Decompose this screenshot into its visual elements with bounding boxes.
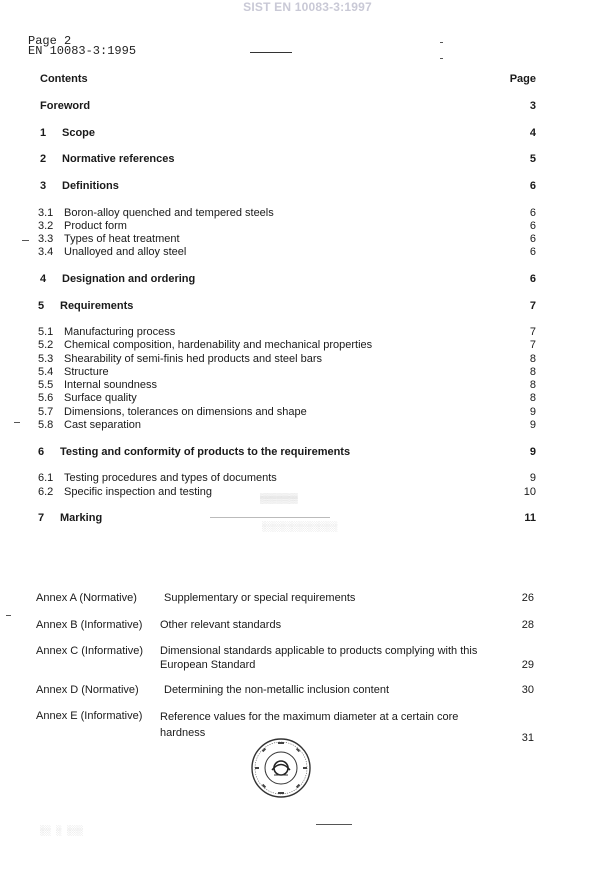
toc-number: 5.2: [38, 339, 54, 351]
toc-page: 7: [529, 300, 536, 312]
toc-page: 6: [529, 180, 536, 192]
page-number-header: Page 2: [28, 34, 72, 48]
toc-page: 9: [529, 419, 536, 431]
toc-title: Requirements: [60, 300, 134, 312]
toc-title: Structure: [64, 366, 109, 378]
toc-page: 8: [529, 392, 536, 404]
toc-title: Testing and conformity of products to the requirements: [60, 446, 351, 458]
annex-title: Dimensional standards applicable to products complying with this European Standard: [160, 645, 478, 671]
toc-row: [0, 272, 615, 286]
annex-label: Annex B (Informative): [36, 619, 143, 631]
toc-row: [0, 126, 615, 140]
toc-title: Testing procedures and types of documents: [64, 472, 277, 484]
toc-row: [0, 338, 615, 352]
toc-title: Boron-alloy quenched and tempered steels: [64, 207, 274, 219]
toc-page: 6: [529, 220, 536, 232]
toc-number: 2: [40, 153, 47, 165]
toc-number: 7: [38, 512, 45, 524]
toc-row: [0, 485, 615, 499]
toc-row: [0, 445, 615, 459]
toc-row: [0, 179, 615, 193]
toc-number: 5.1: [38, 326, 54, 338]
annex-page: 26: [521, 592, 534, 604]
toc-number: 6.2: [38, 486, 54, 498]
toc-row: [0, 378, 615, 392]
toc-title: Normative references: [62, 153, 175, 165]
toc-row: [0, 391, 615, 405]
toc-page: 8: [529, 353, 536, 365]
toc-row: [0, 206, 615, 220]
page-column-heading: Page: [509, 73, 536, 85]
toc-row: [0, 418, 615, 432]
toc-page: 6: [529, 273, 536, 285]
toc-number: 6: [38, 446, 45, 458]
toc-number: 5.6: [38, 392, 54, 404]
annex-label: Annex C (Informative): [36, 645, 143, 657]
toc-title: Manufacturing process: [64, 326, 176, 338]
toc-row: [0, 99, 615, 113]
contents-title: Contents: [40, 73, 88, 85]
toc-title: Types of heat treatment: [64, 233, 180, 245]
toc-row: [0, 325, 615, 339]
toc-page: 5: [529, 153, 536, 165]
toc-number: 3.2: [38, 220, 54, 232]
annex-label: Annex D (Normative): [36, 684, 139, 696]
toc-number: 5.4: [38, 366, 54, 378]
toc-page: 9: [529, 406, 536, 418]
toc-title: Scope: [62, 127, 96, 139]
scan-mark: [440, 42, 443, 43]
toc-title: Chemical composition, hardenability and mechanical properties: [64, 339, 373, 351]
toc-page: 6: [529, 246, 536, 258]
toc-number: 6.1: [38, 472, 54, 484]
toc-page: 9: [529, 472, 536, 484]
toc-title: Shearability of semi-finis hed products and steel bars: [64, 353, 323, 365]
annex-label: Annex A (Normative): [36, 592, 137, 604]
annex-page: 29: [521, 659, 534, 671]
toc-number: 3.4: [38, 246, 54, 258]
annex-label: Annex E (Informative): [36, 710, 143, 722]
toc-page: 7: [529, 326, 536, 338]
toc-row: [0, 471, 615, 485]
toc-number: 5.3: [38, 353, 54, 365]
contents-heading-row: [0, 72, 615, 86]
annex-title: Reference values for the maximum diameter at a certain core hardness: [160, 711, 459, 739]
toc-number: 3.3: [38, 233, 54, 245]
faint-imprint: ░░░░░░░░░░░░░░: [262, 522, 338, 532]
toc-number: 4: [40, 273, 47, 285]
annex-page: 30: [521, 684, 534, 696]
watermark: SIST EN 10083-3:1997: [243, 0, 372, 14]
faint-imprint: ░░ ░ ░░░: [40, 826, 84, 836]
toc-number: 5: [38, 300, 45, 312]
toc-page: 7: [529, 339, 536, 351]
annex-page: 28: [521, 619, 534, 631]
toc-title: Specific inspection and testing: [64, 486, 212, 498]
toc-title: Foreword: [40, 100, 91, 112]
toc-title: Designation and ordering: [62, 273, 196, 285]
scan-mark: [14, 422, 20, 423]
toc-page: 3: [529, 100, 536, 112]
footer-rule: [316, 824, 352, 825]
toc-row: [0, 232, 615, 246]
toc-page: 9: [529, 446, 536, 458]
toc-page: 8: [529, 379, 536, 391]
annex-title: Determining the non-metallic inclusion content: [164, 684, 390, 696]
toc-number: 3: [40, 180, 47, 192]
standard-number-header: EN 10083-3:1995: [28, 44, 137, 58]
toc-number: 5.7: [38, 406, 54, 418]
annex-title: Supplementary or special requirements: [164, 592, 356, 604]
toc-number: 3.1: [38, 207, 54, 219]
toc-title: Surface quality: [64, 392, 137, 404]
toc-row: [0, 365, 615, 379]
toc-title: Product form: [64, 220, 127, 232]
faint-imprint: ▒▒▒▒▒▒▒: [260, 494, 298, 504]
toc-number: 5.5: [38, 379, 54, 391]
toc-row: [0, 152, 615, 166]
toc-row: [0, 299, 615, 313]
toc-page: 8: [529, 366, 536, 378]
toc-row: [0, 245, 615, 259]
toc-row: [0, 352, 615, 366]
toc-title: Cast separation: [64, 419, 142, 431]
toc-page: 4: [529, 127, 536, 139]
toc-page: 10: [523, 486, 536, 498]
toc-title: Definitions: [62, 180, 119, 192]
annex-title: Other relevant standards: [160, 619, 282, 631]
toc-title: Unalloyed and alloy steel: [64, 246, 187, 258]
toc-row: [0, 405, 615, 419]
toc-number: 1: [40, 127, 47, 139]
scan-mark: [22, 240, 29, 241]
toc-page: 6: [529, 233, 536, 245]
toc-title: Internal soundness: [64, 379, 157, 391]
toc-title: Dimensions, tolerances on dimensions and shape: [64, 406, 307, 418]
annex-page: 31: [521, 732, 534, 744]
toc-row: [0, 219, 615, 233]
header-rule: [250, 52, 292, 53]
toc-page: 11: [524, 512, 536, 524]
official-seal-stamp: [250, 737, 312, 799]
scan-mark: [440, 58, 443, 59]
toc-number: 5.8: [38, 419, 54, 431]
scan-mark: [6, 615, 11, 616]
toc-title: Marking: [60, 512, 103, 524]
faint-rule: [210, 517, 330, 518]
toc-page: 6: [529, 207, 536, 219]
